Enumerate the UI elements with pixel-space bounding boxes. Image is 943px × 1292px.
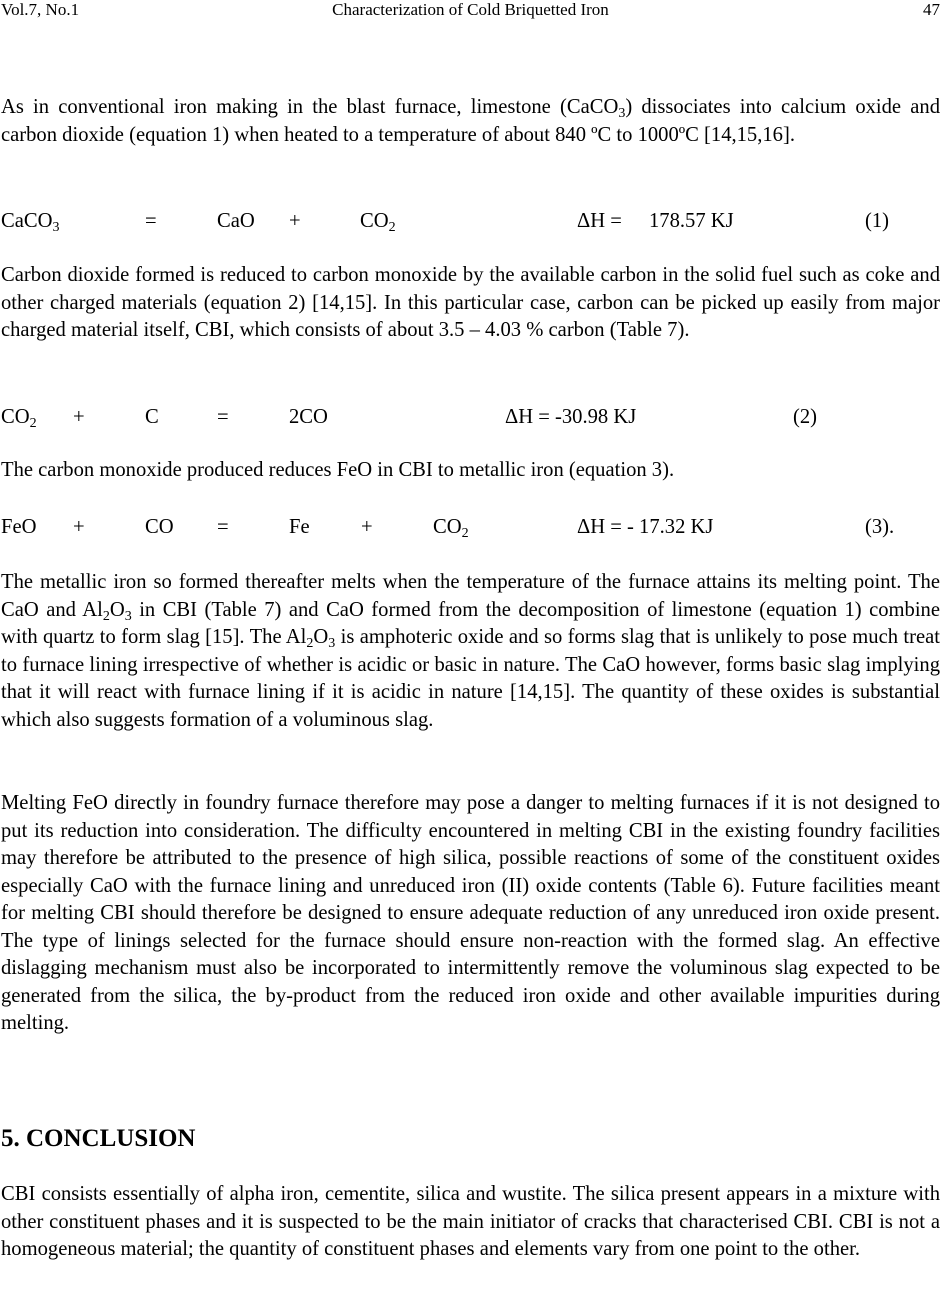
eq1-reactant: CaCO$_3$ <box>1 210 60 235</box>
eq1-enthalpy-value: 178.57 KJ <box>649 210 734 232</box>
paragraph-limestone-dissociation: As in conventional iron making in the blast furnace, limestone (CaCO$_3$) dissociates into calcium oxide and carbon dioxide (equation 1) when heated to a temperature of about 840 ºC to 1000ºC [14,15,16]. <box>1 96 940 146</box>
section-heading-conclusion: 5. CONCLUSION <box>1 1125 196 1152</box>
equation-2 <box>1 403 940 431</box>
page-number: 47 <box>923 0 940 19</box>
eq3-equals: = <box>217 516 229 538</box>
eq2-equals: = <box>217 406 229 428</box>
equation-1 <box>1 207 940 235</box>
eq3-plus-1: + <box>73 516 85 538</box>
paragraph-carbon-dioxide-reduction: Carbon dioxide formed is reduced to carbon monoxide by the available carbon in the solid fuel such as coke and other charged materials (equation 2) [14,15]. In this particular case, carbon can be picked up easily from major charged material itself, CBI, which consists of about 3.5 – 4.03 % carbon (Table 7). <box>1 264 940 341</box>
paragraph-melting-feo: Melting FeO directly in foundry furnace therefore may pose a danger to melting furnaces if it is not designed to put its reduction into consideration. The difficulty encountered in melting CBI in the existing foundry facilities may therefore be attributed to the presence of high silica, possible reactions of some of the constituent oxides especially CaO with the furnace lining and unreduced iron (II) oxide contents (Table 6). Future facilities meant for melting CBI should therefore be designed to ensure adequate reduction of any unreduced iron oxide present. The type of linings selected for the furnace should ensure non-reaction with the formed slag. An effective dislagging mechanism must also be incorporated to intermittently remove the voluminous slag expected to be generated from the silica, the by-product from the reduced iron oxide and other available impurities during melting. <box>1 792 940 1034</box>
journal-volume: Vol.7, No.1 <box>1 0 80 19</box>
eq2-reactant-1: $CO_2$ <box>1 406 37 431</box>
eq2-enthalpy: ΔH = -30.98 KJ <box>505 406 637 428</box>
paragraph-metallic-iron-slag: The metallic iron so formed thereafter melts when the temperature of the furnace attains its melting point. The CaO and $Al_2O_3$ in CBI (Table 7) and CaO formed from the decomposition of limestone (equation 1) combine with quartz to form slag [15]. The $Al_2O_3$ is amphoteric oxide and so forms slag that is unlikely to pose much treat to furnace lining irrespective of whether is acidic or basic in nature. The CaO however, forms basic slag implying that it will react with furnace lining if it is acidic in nature [14,15]. The quantity of these oxides is substantial which also suggests formation of a voluminous slag. <box>1 571 940 731</box>
eq2-product: 2CO <box>289 406 328 428</box>
paragraph-conclusion: CBI consists essentially of alpha iron, cementite, silica and wustite. The silica present appears in a mixture with other constituent phases and it is suspected to be the main initiator of cracks that characterised CBI. CBI is not a homogeneous material; the quantity of constituent phases and elements vary from one point to the other. <box>1 1183 940 1260</box>
eq2-reactant-2: C <box>145 406 159 428</box>
paragraph-carbon-monoxide: The carbon monoxide produced reduces FeO in CBI to metallic iron (equation 3). <box>1 459 675 481</box>
eq3-number: (3). <box>865 516 895 538</box>
running-title: Characterization of Cold Briquetted Iron <box>332 0 609 19</box>
eq1-product-1: CaO <box>217 210 255 232</box>
eq1-enthalpy-label: ΔH = <box>577 210 622 232</box>
eq3-reactant-1: FeO <box>1 516 37 538</box>
eq3-enthalpy: ΔH = - 17.32 KJ <box>577 516 714 538</box>
page-header <box>1 0 940 22</box>
eq2-number: (2) <box>793 406 818 428</box>
equation-3 <box>1 513 940 541</box>
eq1-number: (1) <box>865 210 890 232</box>
eq3-product-2: $CO_2$ <box>433 516 469 541</box>
eq1-product-2: $CO_2$ <box>360 210 396 235</box>
eq2-plus: + <box>73 406 85 428</box>
eq1-plus: + <box>289 210 301 232</box>
eq1-equals: = <box>145 210 157 232</box>
eq3-product-1: Fe <box>289 516 310 538</box>
eq3-plus-2: + <box>361 516 373 538</box>
eq3-reactant-2: CO <box>145 516 174 538</box>
